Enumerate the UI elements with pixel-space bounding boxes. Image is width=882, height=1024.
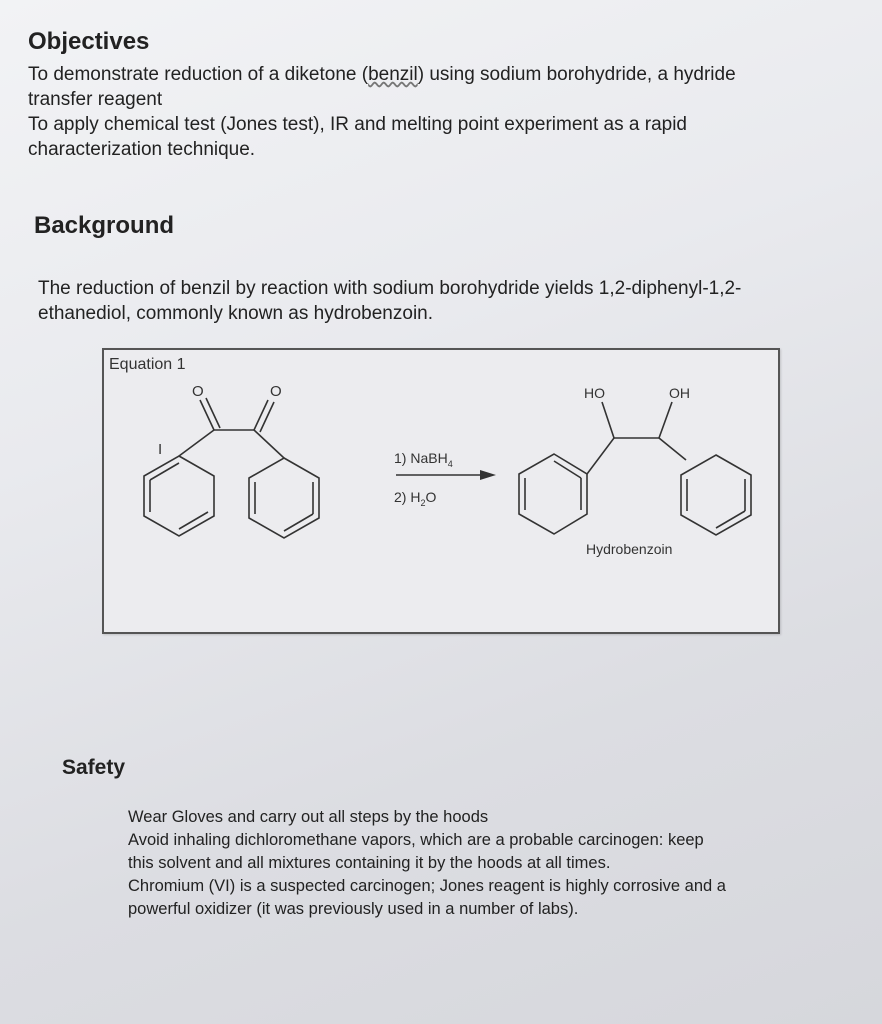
reaction-scheme — [104, 350, 778, 632]
benzil-term: benzil — [368, 64, 418, 85]
safety-line-3: this solvent and all mixtures containing it by the hoods at all times. — [128, 854, 611, 872]
reaction-arrow — [396, 470, 496, 480]
safety-line-4: Chromium (VI) is a suspected carcinogen; Jones reagent is highly corrosive and a — [128, 877, 726, 895]
objectives-line-2: transfer reagent — [28, 89, 163, 110]
right-phenyl-ring — [249, 458, 319, 538]
background-text — [38, 276, 838, 326]
objectives-text — [28, 62, 840, 162]
objectives-line-4: characterization technique. — [28, 139, 256, 160]
objectives-heading: Objectives — [28, 28, 150, 55]
left-phenyl-ring — [144, 456, 214, 536]
reagent-step-1: 1) NaBH$_4$ — [394, 450, 453, 469]
reagent-step-2: 2) $H_2O$ — [394, 489, 437, 508]
background-line-1: The reduction of benzil by reaction with sodium borohydride yields 1,2-diphenyl-1,2- — [38, 278, 742, 299]
hydroxyl-right-label: OH — [669, 385, 690, 401]
oxygen-right-label: O — [270, 383, 282, 400]
hydrobenzoin-structure — [519, 402, 751, 535]
oxygen-left-label: O — [192, 383, 204, 400]
product-left-phenyl-ring — [519, 454, 587, 534]
product-name: Hydrobenzoin — [586, 541, 673, 557]
hydroxyl-left-label: HO — [584, 385, 605, 401]
objectives-line-1: To demonstrate reduction of a diketone (benzil) using sodium borohydride, a hydride — [28, 64, 736, 85]
product-right-phenyl-ring — [681, 455, 751, 535]
benzil-structure — [144, 398, 319, 538]
safety-line-2: Avoid inhaling dichloromethane vapors, which are a probable carcinogen: keep — [128, 831, 704, 849]
safety-text — [128, 806, 808, 921]
background-heading: Background — [34, 212, 175, 239]
objectives-line-3: To apply chemical test (Jones test), IR and melting point experiment as a rapid — [28, 114, 687, 135]
safety-heading: Safety — [62, 756, 126, 779]
background-line-2: ethanediol, commonly known as hydrobenzoin. — [38, 303, 434, 324]
equation-label: Equation 1 — [109, 356, 186, 373]
equation-box — [102, 348, 780, 634]
safety-line-5: powerful oxidizer (it was previously used in a number of labs). — [128, 900, 579, 918]
text-cursor-mark: I — [158, 441, 163, 458]
safety-line-1: Wear Gloves and carry out all steps by the hoods — [128, 808, 489, 826]
